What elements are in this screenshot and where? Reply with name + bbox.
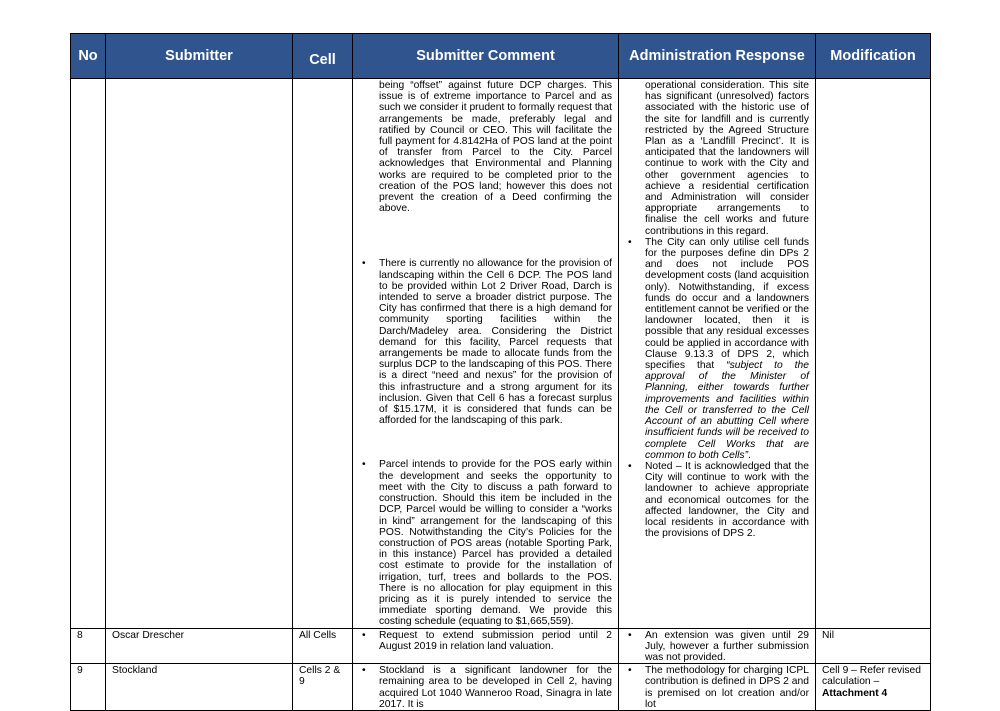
cell-cell [293,79,353,629]
submitter-cell: Stockland [106,664,293,711]
bullet-icon: • [362,665,366,677]
bullet-icon: • [628,665,632,677]
comment-cell [353,628,619,664]
attachment-reference: Attachment 4 [822,687,888,699]
table-row [71,628,931,664]
no-cell: 8 [71,628,106,664]
comment-continued-text: being “offset” against future DCP charges. This issue is of extreme importance to Parcel and as such we consider it prudent to formally request that arrangements be made, preferably legal and ratified by Council or CEO. This will facilitate the full payment for 4.8142Ha of POS land at the point of transfer from Parcel to the City. Parcel acknowledges that Environmental and Planning works are required to be completed prior to the creation of the POS land; however this does not prevent the creation of a Deed confirming the above. [379,80,612,215]
no-cell [71,79,106,629]
response-cell [619,664,816,711]
header-submitter: Submitter [106,34,293,79]
bullet-icon: • [628,236,632,248]
bullet-icon: • [362,258,366,270]
bullet-icon: • [362,629,366,641]
clause-quote: “subject to the approval of the Minister of Planning, either towards further improvements and facilities within the Cell or transferred to the Cell Account of an abutting Cell where insufficient funds will be received to complete Cell Works that are common to both Cells” [645,360,809,461]
modification-cell: Cell 9 – Refer revised calculation – Attachment 4 [816,664,931,711]
cell-cell: Cells 2 & 9 [293,664,353,711]
comment-bullet: • Request to extend submission period until 2 August 2019 in relation land valuation. [362,629,612,652]
response-bullet: • An extension was given until 29 July, however a further submission was not provided. [628,629,809,663]
modification-cell: Nil [816,628,931,664]
comment-list [359,80,612,628]
response-bullet: • Noted – It is acknowledged that the City will continue to work with the landowner to achieve appropriate and economical outcomes for the affected landowner, the City and local residents in accordance with the provisions of DPS 2. [628,460,809,540]
response-cell [619,628,816,664]
response-continued-text: operational consideration. This site has significant (unresolved) factors associated with the historic use of the site for landfill and is currently restricted by the Agreed Structure Plan as a ‘Landfill Precinct’. It is anticipated that the landowners will continue to work with the City and other government agencies to achieve a residential certification and Administration will consider appropriate arrangements to finalise the cell works and future contributions in this regard. [645,80,809,237]
submitter-cell [106,79,293,629]
submissions-table [70,33,931,711]
header-row [71,34,931,79]
response-bullet: • The City can only utilise cell funds for the purposes define din DPs 2 and does not include POS development costs (land acquisition only). Notwithstanding, if excess funds do occur and a landowners entitlement cannot be verified or the landowner located, then it is possible that any residual excesses could be applied in accordance with Clause 9.13.3 of DPS 2, which specifies that “subject to the approval of the Minister of Planning, either towards further improvements and facilities within the Cell or transferred to the Cell Account of an abutting Cell where insufficient funds will be received to complete Cell Works that are common to both Cells”. [628,236,809,461]
table-row-continued [71,79,931,629]
response-bullet: • The methodology for charging ICPL contribution is defined in DPS 2 and is premised on lot creation and/or lot [628,665,809,710]
response-list [625,80,809,539]
table-row [71,664,931,711]
no-cell: 9 [71,664,106,711]
bullet-icon: • [362,459,366,471]
header-submitter-comment: Submitter Comment [353,34,619,79]
comment-bullet: • Stockland is a significant landowner for the remaining area to be developed in Cell 2, having acquired Lot 1040 Wanneroo Road, Sinagra in late 2017. It is [362,665,612,710]
response-cell [619,79,816,629]
comment-bullet: • Parcel intends to provide for the POS early within the development and seeks the opportunity to meet with the City to discuss a path forward to construction. Should this item be included in the DCP, Parcel would be willing to consider a “works in kind” arrangement for the landscaping of this POS. Notwithstanding the City’s Policies for the construction of POS areas (notable Sporting Park, in this instance) Parcel has provided a detailed cost estimate to provide for the installation of irrigation, turf, trees and bollards to the POS. There is no allocation for play equipment in this pricing as it is purely intended to service the immediate sporting demand. We provide this costing schedule (equating to $1,665,559). [362,459,612,628]
header-modification: Modification [816,34,931,79]
submitter-cell: Oscar Drescher [106,628,293,664]
cell-cell: All Cells [293,628,353,664]
bullet-icon: • [628,460,632,472]
header-no: No [71,34,106,79]
bullet-icon: • [628,629,632,641]
modification-cell [816,79,931,629]
comment-bullet: • There is currently no allowance for the provision of landscaping within the Cell 6 DCP. The POS land to be provided within Lot 2 Driver Road, Darch is intended to serve a broader district purpose. The City has confirmed that there is a high demand for community sporting facilities within the Darch/Madeley area. Considering the District demand for this facility, Parcel requests that arrangements be made to allocate funds from the surplus DCP to the landscaping of this POS. There is a direct “need and nexus” for the provision of this infrastructure and a strong argument for its inclusion. Given that Cell 6 has a forecast surplus of $15.17M, it is considered that funds can be afforded for the landscaping of this park. [362,258,612,427]
header-administration-response: Administration Response [619,34,816,79]
comment-cell [353,79,619,629]
comment-cell [353,664,619,711]
header-cell: Cell [293,34,353,79]
